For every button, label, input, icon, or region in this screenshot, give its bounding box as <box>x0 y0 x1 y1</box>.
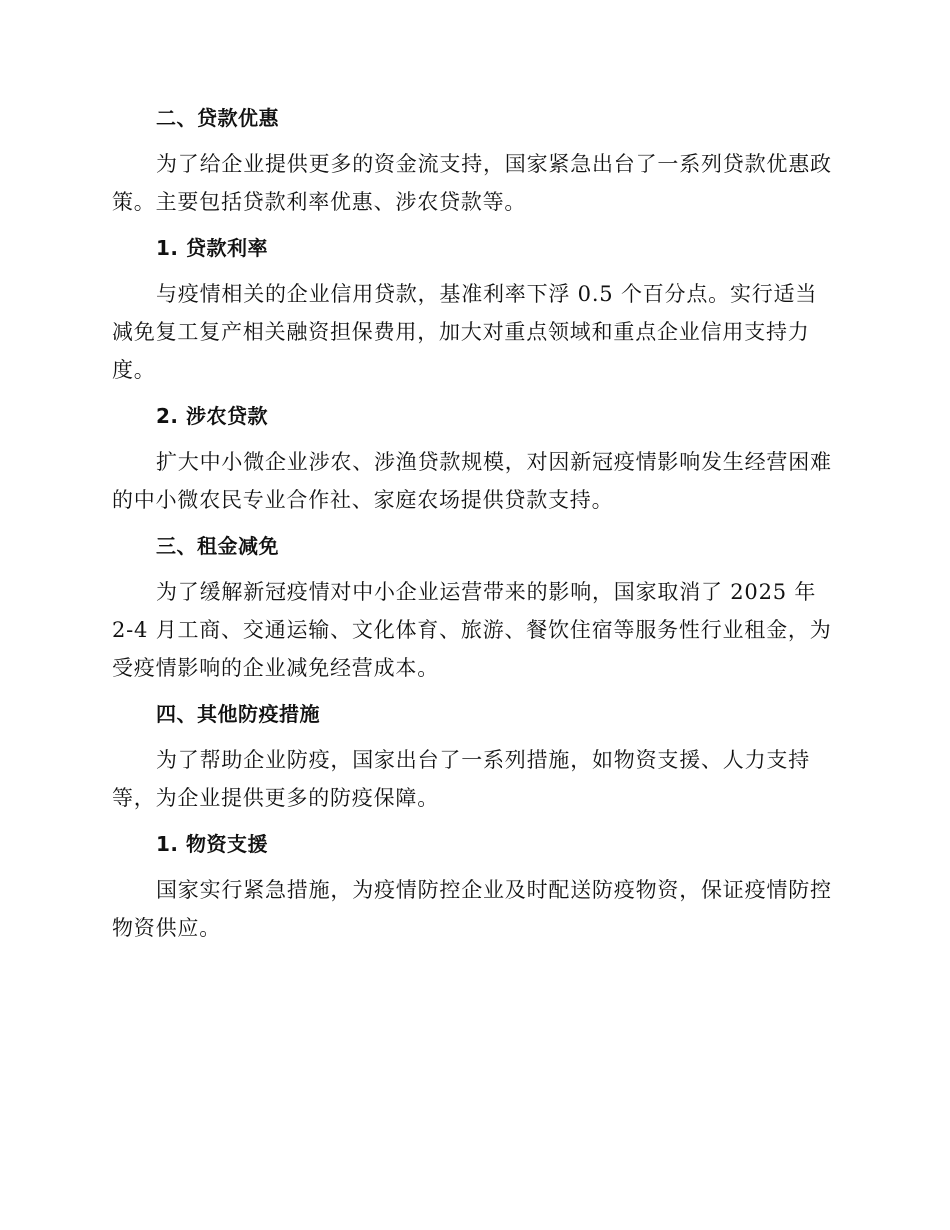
section-heading-loan-discount: 二、贷款优惠 <box>156 106 279 130</box>
paragraph-other-measures: 为了帮助企业防疫，国家出台了一系列措施，如物资支援、人力支持等，为企业提供更多的防疫保障。 <box>112 748 810 810</box>
paragraph-rent-relief: 为了缓解新冠疫情对中小企业运营带来的影响，国家取消了 2025 年 2-4 月工商、交通运输、文化体育、旅游、餐饮住宿等服务性行业租金，为受疫情影响的企业减免经营成本。 <box>112 580 832 680</box>
subheading-loan-rate: 1. 贷款利率 <box>156 236 268 260</box>
subheading-agri-loan: 2. 涉农贷款 <box>156 404 268 428</box>
section-heading-other-measures: 四、其他防疫措施 <box>156 702 320 726</box>
document-page <box>112 104 834 960</box>
paragraph-loan-discount-intro: 为了给企业提供更多的资金流支持，国家紧急出台了一系列贷款优惠政策。主要包括贷款利率优惠、涉农贷款等。 <box>112 152 832 214</box>
subheading-material-support: 1. 物资支援 <box>156 832 268 856</box>
paragraph-material-support: 国家实行紧急措施，为疫情防控企业及时配送防疫物资，保证疫情防控物资供应。 <box>112 878 832 940</box>
paragraph-loan-rate: 与疫情相关的企业信用贷款，基准利率下浮 0.5 个百分点。实行适当减免复工复产相关融资担保费用，加大对重点领域和重点企业信用支持力度。 <box>112 282 818 382</box>
section-heading-rent-relief: 三、租金减免 <box>156 534 279 558</box>
paragraph-agri-loan: 扩大中小微企业涉农、涉渔贷款规模，对因新冠疫情影响发生经营困难的中小微农民专业合作社、家庭农场提供贷款支持。 <box>112 450 832 512</box>
